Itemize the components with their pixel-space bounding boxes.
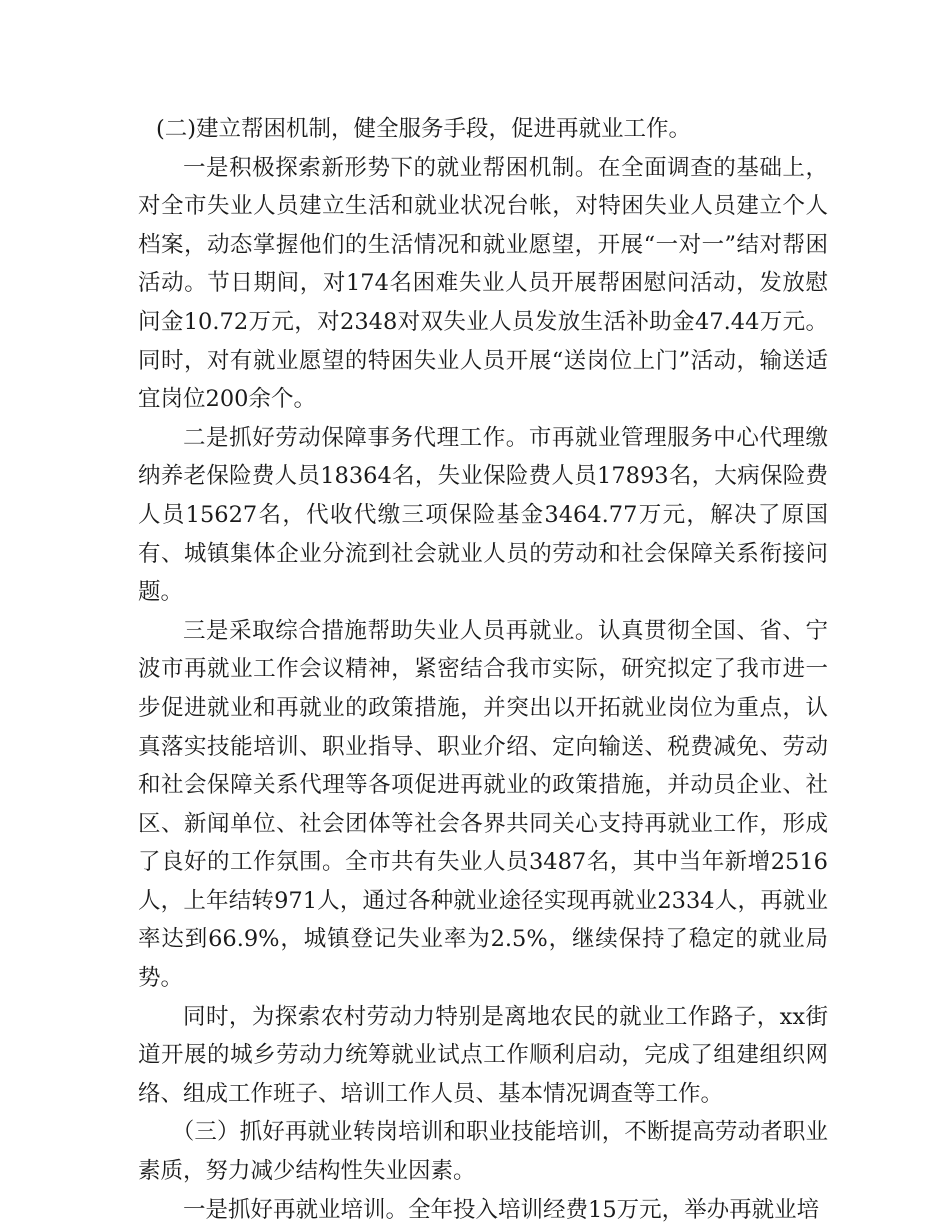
paragraph-insurance-agency: 二是抓好劳动保障事务代理工作。市再就业管理服务中心代理缴纳养老保险费人员18364名，失业保险费人员17893名，大病保险费人员15627名，代收代缴三项保险基金3464.77万元，解决了原国有、城镇集体企业分流到社会就业人员的劳动和社会保障关系衔接问题。 <box>138 424 828 606</box>
paragraph-rural-labor-pilot: 同时，为探索农村劳动力特别是离地农民的就业工作路子，xx街道开展的城乡劳动力统筹就业试点工作顺利启动，完成了组建组织网络、组成工作班子、培训工作人员、基本情况调查等工作。 <box>138 1003 828 1107</box>
paragraph-reemployment-measures: 三是采取综合措施帮助失业人员再就业。认真贯彻全国、省、宁波市再就业工作会议精神，紧密结合我市实际，研究拟定了我市进一步促进就业和再就业的政策措施，并突出以开拓就业岗位为重点，认真落实技能培训、职业指导、职业介绍、定向输送、税费减免、劳动和社会保障关系代理等各项促进再就业的政策措施，并动员企业、社区、新闻单位、社会团体等社会各界共同关心支持再就业工作，形成了良好的工作氛围。全市共有失业人员3487名，其中当年新增2516人，上年结转971人，通过各种就业途径实现再就业2334人，再就业率达到66.9%，城镇登记失业率为2.5%，继续保持了稳定的就业局势。 <box>138 617 828 992</box>
section-heading-3: （三）抓好再就业转岗培训和职业技能培训，不断提高劳动者职业素质，努力减少结构性失业因素。 <box>138 1119 828 1185</box>
paragraph-reemployment-training: 一是抓好再就业培训。全年投入培训经费15万元，举办再就业培 <box>183 1196 820 1223</box>
section-heading-2: (二)建立帮困机制，健全服务手段，促进再就业工作。 <box>156 116 692 142</box>
paragraph-assistance-mechanism: 一是积极探索新形势下的就业帮困机制。在全面调查的基础上，对全市失业人员建立生活和就业状况台帐，对特困失业人员建立个人档案，动态掌握他们的生活情况和就业愿望，开展“一对一”结对帮困活动。节日期间，对174名困难失业人员开展帮困慰问活动，发放慰问金10.72万元，对2348对双失业人员发放生活补助金47.44万元。同时，对有就业愿望的特困失业人员开展“送岗位上门”活动，输送适宜岗位200余个。 <box>138 154 828 413</box>
document-body <box>138 110 828 1229</box>
